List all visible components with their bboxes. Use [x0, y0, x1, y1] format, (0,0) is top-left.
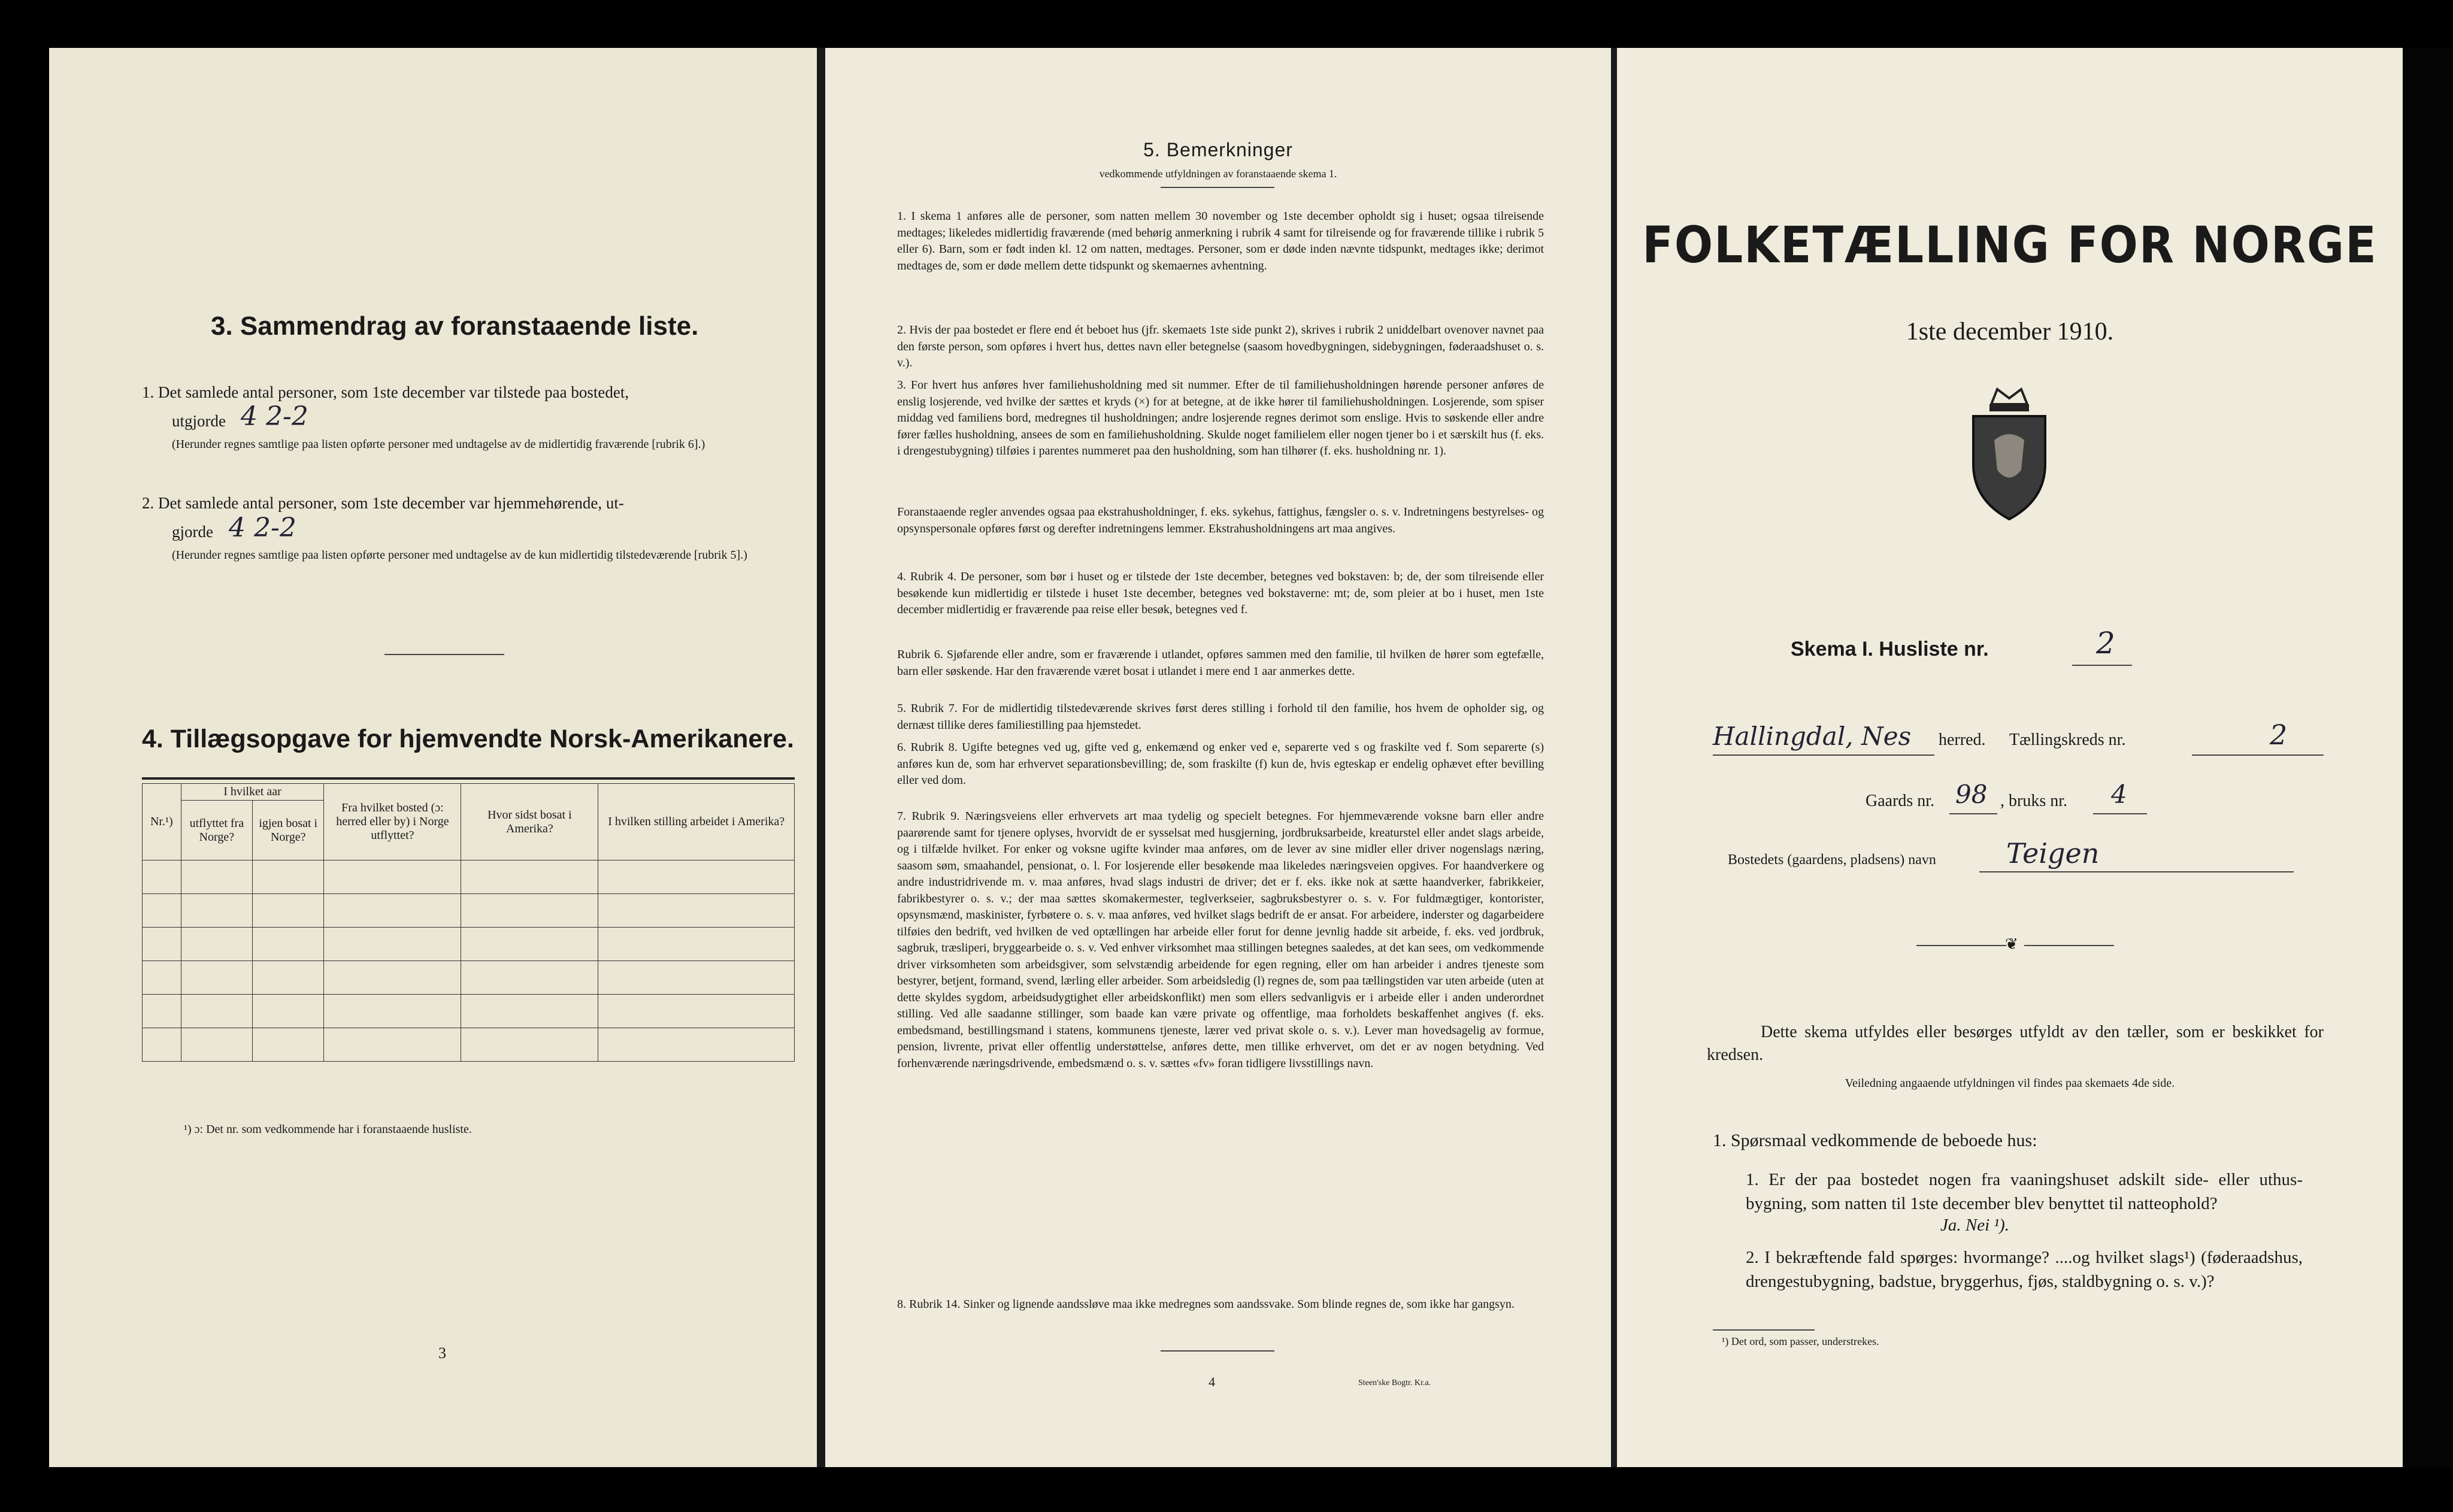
table-row	[143, 1028, 795, 1062]
remark-7: 7. Rubrik 9. Næringsveiens eller erhvervets art maa tydelig og specielt betegnes. For hjemmeværende voksne barn eller andre paarørende samt for tjenere oplyses, hvorvidt de er sysselsat med husgjerning, jordbruksarbeide, kreaturstel eller andet slags arbeide, og i tilfælde hvilket. For enker og voksne ugifte kvinder maa anføres, om de lever av sine midler eller driver nogenslags næring, saasom søm, smaahandel, pensionat, o. l. For losjerende eller besøkende maa likeledes næringsveien opgives. For haandverkere og andre industridrivende m. v. maa anføres, hvad slags industri de driver; det er f. eks. ikke nok at sætte haandverker, fabrikkeier, fabrikbestyrer o. s. v.; der maa sættes skomakermester, teglverkseier, sagbruksbestyrer o. s. v. For fuldmægtiger, kontorister, opsynsmænd, maskinister, fyrbøtere o. s. v. maa anføres, ved hvilket slags bedrift de er ansat. For arbeidere, inderster og dagarbeidere tilføies den bedrift, ved hvilken de ved optællingen har arbeide eller forut for denne jevnlig hadde sit arbeide, f. eks. ved jordbruk, sagbruk, træsliperi, bryggearbeide o. s. v. Ved enhver virksomhet maa stillingen betegnes saaledes, at det kan sees, om vedkommende driver virksomheten som arbeidsgiver, som selvstændig arbeidende for egen regning, eller om han arbeider i andres tjeneste som bestyrer, betjent, formand, svend, lærling eller arbeider. Som arbeidsledig (l) regnes de, som paa tællingstiden var uten arbeide (uten at dette skyldes sygdom, arbeidsudygtighet eller arbeidskonflikt) men som ellers sedvanligvis er i arbeide eller i anden underordnet stilling. Ved alle saadanne stillinger, som baade kan være private og offentlige, maa forholdets beskaffenhet angives (f. eks. embedsmand, bestillingsmand i statens, kommunens tjeneste, lærer ved privat skole o. s. v.). Lever man hovedsagelig av formue, pension, livrente, privat eller offentlig understøttelse, anføres dette, men tillike erhvervet, om det er av nogen betydning. Ved forhenværende næringsdrivende, embedsmænd o. s. v. sættes «fv» foran tidligere livsstillings navn.	[897, 810, 1544, 1070]
ornament-rule-right	[2024, 945, 2114, 946]
remark-4: 4. Rubrik 4. De personer, som bør i huset og er tilstede der 1ste december, betegnes ved bokstaven: b; de, der som tilreisende eller besøkende kun midlertidig er tilstede i huset 1ste december, betegnes ved bokstaverne: mt; de, som pleier at bo i huset, men 1ste december midlertidig er fraværende paa reise eller besøk, betegnes ved f.	[897, 570, 1544, 616]
instruction-text: Dette skema utfyldes eller besørges utfyldt av den tæller, som er beskikket for kredsen.	[1707, 1023, 2324, 1064]
gaard-value: 98	[1955, 780, 1988, 809]
fold-right	[1611, 48, 1617, 1467]
col-sidst-bosat: Hvor sidst bosat i Amerika?	[461, 784, 598, 860]
page-number: 3	[438, 1344, 446, 1362]
kreds-label: Tællingskreds nr.	[2009, 731, 2126, 749]
divider	[384, 654, 504, 655]
table-top-rule	[142, 777, 795, 780]
printer-mark: Steen'ske Bogtr. Kr.a.	[1358, 1378, 1431, 1387]
fold-left	[817, 48, 825, 1467]
ornament-rule-left	[1916, 945, 2006, 946]
page-right	[1617, 48, 2403, 1467]
norway-coat-of-arms-icon	[1958, 380, 2060, 524]
bruk-value: 4	[2111, 780, 2127, 809]
item1-value: 4 2-2	[241, 401, 308, 432]
page-left	[49, 48, 817, 1467]
title-rule	[1161, 187, 1274, 188]
col-group-year: I hvilket aar	[181, 784, 324, 801]
footnote-rule	[1713, 1329, 1815, 1331]
footnote: ¹) Det ord, som passer, understrekes.	[1722, 1335, 1879, 1347]
remark-6: 6. Rubrik 8. Ugifte betegnes ved ug, gifte ved g, enkemænd og enker ved e, separerte ved s og fraskilte ved f. Som separerte (s) anføres kun de, som har erhvervet separationsbevilling; de, som fraskilte (f) kun de, hvis egteskap er endelig ophævet efter bevilling eller ved dom.	[897, 741, 1544, 787]
table-row	[143, 928, 795, 961]
table-row	[143, 961, 795, 995]
schema-underline	[2072, 665, 2132, 666]
col-utflyttet: utflyttet fra Norge?	[181, 801, 252, 860]
remarks-title: 5. Bemerkninger	[1143, 139, 1293, 160]
schema-label: Skema I. Husliste nr.	[1791, 638, 1989, 660]
herred-underline	[1713, 755, 1934, 756]
bruk-label: , bruks nr.	[2000, 792, 2067, 810]
end-rule	[1161, 1350, 1274, 1352]
question-1-answer: Ja. Nei ¹).	[1940, 1216, 2009, 1235]
item2-note: (Herunder regnes samtlige paa listen opførte personer med undtagelse av de kun midlertidig tilstedeværende [rubrik 5].)	[172, 549, 747, 562]
remarks-subtitle: vedkommende utfyldningen av foranstaaende skema 1.	[1099, 168, 1337, 180]
ornament-icon: ❦	[2005, 935, 2018, 953]
item2-value: 4 2-2	[229, 513, 296, 543]
table-row	[143, 995, 795, 1028]
page-middle	[825, 48, 1611, 1467]
item1-text: 1. Det samlede antal personer, som 1ste december var tilstede paa bostedet,	[142, 383, 629, 401]
herred-label: herred.	[1939, 731, 1986, 749]
kreds-value: 2	[2270, 719, 2288, 751]
remark-2: 2. Hvis der paa bostedet er flere end ét beboet hus (jfr. skemaets 1ste side punkt 2), skrives i rubrik 2 uniddelbart ovenover navnet paa den første person, som opføres i hvert hus, dettes navn eller betegnelse (saasom hovedbygningen, sidebygningen, føderaadshuset o. s. v.).	[897, 323, 1544, 369]
questions-heading: 1. Spørsmaal vedkommende de beboede hus:	[1713, 1131, 2037, 1150]
remark-3b: Foranstaaende regler anvendes ogsaa paa ekstrahusholdninger, f. eks. sykehus, fattighus, fængsler o. s. v. Indretningens bestyrelses- og opsynspersonale opføres først og derefter indretningens lemmer. Ekstrahusholdningens art maa angives.	[897, 505, 1544, 535]
table-row	[143, 894, 795, 928]
footnote: ¹) ɔ: Det nr. som vedkommende har i foranstaaende husliste.	[184, 1123, 472, 1136]
item1-label: utgjorde	[172, 412, 226, 430]
bosted-label: Bostedets (gaardens, pladsens) navn	[1728, 852, 1936, 868]
main-title: FOLKETÆLLING FOR NORGE	[1642, 216, 2378, 274]
remark-5: 5. Rubrik 7. For de midlertidig tilstedeværende skrives først deres stilling i forhold til den familie, hos hvem de opholder sig, og dernæst tillike deres familiestilling paa hjemstedet.	[897, 702, 1544, 732]
gaard-label: Gaards nr.	[1866, 792, 1935, 810]
norsk-amerikanere-table	[142, 783, 795, 1062]
table-row	[143, 860, 795, 894]
remark-1: 1. I skema 1 anføres alle de personer, som natten mellem 30 november og 1ste december opholdt sig i huset; ogsaa tilreisende medtages; likeledes midlertidig fraværende (med behørig anmerkning i rubrik 4 samt for tilreisende og for fraværende tillike i rubrik 5 eller 6). Barn, som er født inden kl. 12 om natten, medtages. Personer, som er døde inden nævnte tidspunkt, medtages ikke; derimot medtages de, som er døde mellem dette tidspunkt og skemaernes avhentning.	[897, 210, 1544, 272]
item1-note: (Herunder regnes samtlige paa listen opførte personer med undtagelse av de midlertidig fraværende [rubrik 6].)	[172, 438, 705, 451]
remark-8: 8. Rubrik 14. Sinker og lignende aandssløve maa ikke medregnes som aandssvake. Som blinde regnes de, som ikke har gangsyn.	[897, 1298, 1515, 1311]
section3-title: 3. Sammendrag av foranstaaende liste.	[211, 311, 699, 341]
col-stilling: I hvilken stilling arbeidet i Amerika?	[598, 784, 795, 860]
bruk-underline	[2093, 813, 2147, 814]
remark-3: 3. For hvert hus anføres hver familiehusholdning med sit nummer. Efter de til familiehusholdningen hørende personer anføres de enslig losjerende, ved hvilke der sættes et kryds (×) for at betegne, at de ikke hører til familiehusholdningen. Losjerende, som spiser middag ved familiens bord, medregnes til husholdningen; andre losjerende regnes derimot som enslige. Hvis to søskende eller andre fører fælles husholdning, ansees de som en familiehusholdning. Skulde noget familielem eller nogen tjener bo i et særskilt hus (f. eks. i drengestubygning) tilføies i parentes nummeret paa den husholdning, som han tilhører (f. eks. husholdning nr. 1).	[897, 378, 1544, 457]
remark-4b: Rubrik 6. Sjøfarende eller andre, som er fraværende i utlandet, opføres sammen med den familie, til hvilken de hører som egtefælle, barn eller søskende. Har den fraværende været bosat i utlandet i mere end 1 aar anmerkes dette.	[897, 648, 1544, 678]
veiledning-text: Veiledning angaaende utfyldningen vil findes paa skemaets 4de side.	[1845, 1077, 2175, 1090]
item2-text: 2. Det samlede antal personer, som 1ste december var hjemmehørende, ut-	[142, 494, 624, 512]
col-fra-bosted: Fra hvilket bosted (ɔ: herred eller by) i Norge utflyttet?	[324, 784, 461, 860]
item2-label: gjorde	[172, 523, 213, 541]
herred-value: Hallingdal, Nes	[1713, 722, 1912, 751]
page-number: 4	[1209, 1374, 1215, 1389]
schema-value: 2	[2096, 626, 2115, 660]
kreds-underline	[2192, 755, 2324, 756]
right-edge	[2403, 48, 2453, 1467]
census-date: 1ste december 1910.	[1906, 318, 2114, 346]
section4-title: 4. Tillægsopgave for hjemvendte Norsk-Amerikanere.	[142, 725, 794, 753]
question-1: 1. Er der paa bostedet nogen fra vaaningshuset adskilt side- eller uthus-bygning, som natten til 1ste december blev benyttet til natteophold?	[1746, 1170, 2303, 1213]
question-2: 2. I bekræftende fald spørges: hvormange? ....og hvilket slags¹) (føderaadshus, drengestubygning, badstue, bryggerhus, fjøs, staldbygning o. s. v.)?	[1746, 1248, 2303, 1291]
bosted-value: Teigen	[2006, 837, 2100, 869]
bosted-underline	[1979, 871, 2294, 872]
gaard-underline	[1949, 813, 1997, 814]
col-igjen: igjen bosat i Norge?	[253, 801, 324, 860]
col-nr: Nr.¹)	[143, 784, 181, 860]
